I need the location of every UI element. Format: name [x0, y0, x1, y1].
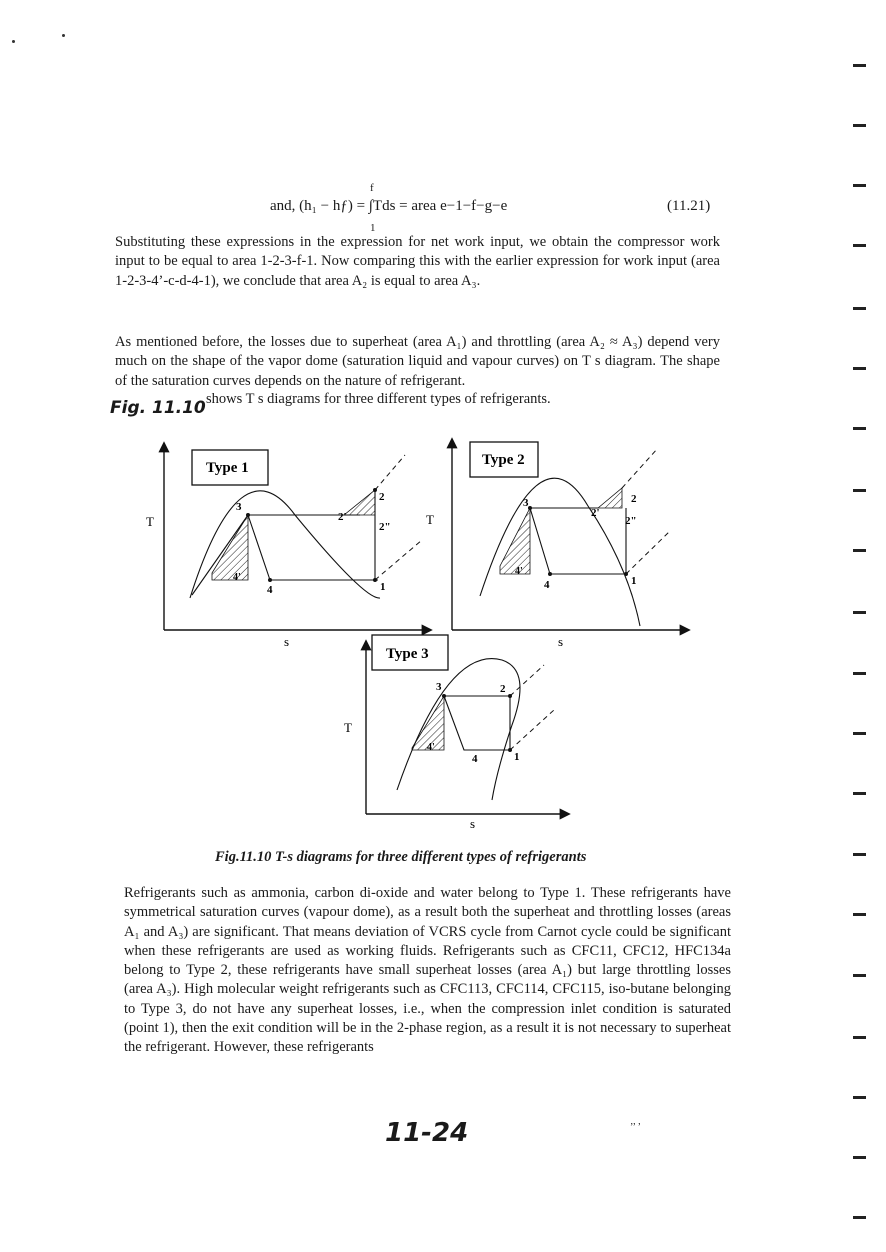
- equation: and, (h₁ − hƒ) = ∫Tds = area e−1−f−g−e: [270, 198, 508, 214]
- t1-pt-2: 2: [379, 491, 385, 503]
- figure-caption: Fig.11.10 T-s diagrams for three different types of refrigerants: [215, 849, 587, 865]
- type-2-title: Type 2: [482, 452, 525, 468]
- diagram-type-3: [344, 635, 568, 830]
- t1-pt-1: 1: [380, 581, 386, 593]
- t1-pt-2p: 2': [338, 511, 347, 523]
- t1-pt-4: 4: [267, 584, 273, 596]
- type-2-axis-t: T: [426, 512, 434, 527]
- t1-pt-2pp: 2": [379, 521, 391, 533]
- type-1-axis-s: s: [284, 634, 290, 649]
- type-1-title: Type 1: [206, 460, 249, 476]
- ts-diagrams-figure: [130, 430, 700, 830]
- t2-pt-2pp: 2": [625, 515, 637, 527]
- t1-pt-3: 3: [236, 501, 242, 513]
- page-number: 11-24: [385, 1118, 469, 1148]
- figure-reference: Fig. 11.10: [110, 398, 206, 418]
- t3-pt-2: 2: [500, 683, 506, 695]
- diagram-type-1: [146, 444, 430, 649]
- t2-pt-2p: 2': [591, 507, 600, 519]
- t2-pt-3: 3: [523, 497, 529, 509]
- t3-pt-4p: 4': [427, 742, 435, 753]
- t2-pt-2: 2: [631, 493, 637, 505]
- type-1-axis-t: T: [146, 514, 154, 529]
- t3-pt-1: 1: [514, 751, 520, 763]
- equation-number: (11.21): [667, 198, 711, 214]
- integral-upper-limit: f: [370, 182, 374, 194]
- integral-lower-limit: 1: [370, 222, 376, 234]
- scan-speck: [12, 40, 15, 43]
- t2-pt-4: 4: [544, 579, 550, 591]
- margin-mark: ’’ ’: [630, 1122, 642, 1133]
- paragraph-2-tail: shows T s diagrams for three different types of refrigerants.: [206, 391, 551, 407]
- type-3-axis-t: T: [344, 720, 352, 735]
- t3-pt-3: 3: [436, 681, 442, 693]
- t2-pt-4p: 4': [515, 566, 523, 577]
- type-2-axis-s: s: [558, 634, 564, 649]
- paragraph-2: As mentioned before, the losses due to superheat (area A₁) and throttling (area A₂ ≈ A₃) depend very much on the shape of the vapor dome (saturation liquid and vapour curves) on T s diagram. The shape of the saturation curves depends on the nature of refrigerant.: [115, 334, 720, 389]
- t1-pt-4p: 4': [233, 572, 241, 583]
- t2-pt-1: 1: [631, 575, 637, 587]
- scan-speck: [62, 34, 65, 37]
- paragraph-1: Substituting these expressions in the expression for net work input, we obtain the compressor work input to be equal to area 1-2-3-f-1. Now comparing this with the earlier expression for work input (area 1-2-3-4’-c-d-4-1), we conclude that area A₂ is equal to area A₃.: [115, 234, 720, 289]
- t3-pt-4: 4: [472, 753, 478, 765]
- paragraph-3: Refrigerants such as ammonia, carbon di-oxide and water belong to Type 1. These refrigerants have symmetrical saturation curves (vapour dome), as a result both the superheat and throttling losses (areas A₁ and A₃) are significant. That means deviation of VCRS cycle from Carnot cycle could be significant when these refrigerants are used as working fluids. Refrigerants such as CFC11, CFC12, HFC134a belong to Type 2, these refrigerants have small superheat losses (area A₁) but large throttling losses (area A₃). High molecular weight refrigerants such as CFC113, CFC114, CFC115, iso-butane belonging to Type 3, do not have any superheat losses, i.e., when the compression inlet condition is saturated (point 1), then the exit condition will be in the 2-phase region, as a result it is not necessary to superheat the refrigerant. However, these refrigerants: [124, 885, 731, 1056]
- type-3-title: Type 3: [386, 646, 429, 662]
- diagram-type-2: [426, 440, 688, 649]
- type-3-axis-s: s: [470, 816, 476, 830]
